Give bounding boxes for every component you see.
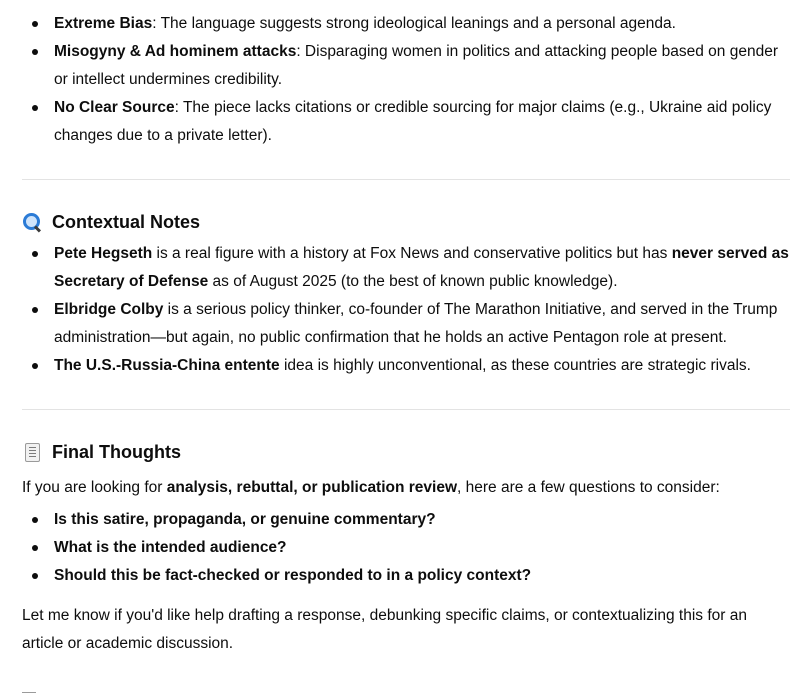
item-text-continued: as of August 2025 (to the best of known public knowledge). xyxy=(208,273,618,290)
list-item xyxy=(22,534,790,562)
item-emphasis: never served as Secretary of Defense xyxy=(54,245,789,290)
item-text: idea is highly unconventional, as these countries are strategic rivals. xyxy=(279,357,751,374)
contextual-notes-list xyxy=(22,240,790,380)
intro-text-end: , here are a few questions to consider: xyxy=(457,479,720,496)
closing-paragraph: Let me know if you'd like help drafting a response, debunking specific claims, or contextualizing this for an article or academic discussion. xyxy=(22,607,747,652)
item-text: : The language suggests strong ideological leanings and a personal agenda. xyxy=(152,15,676,32)
critique-list xyxy=(22,10,790,150)
item-text: : Disparaging women in politics and attacking people based on gender or intellect undermines credibility. xyxy=(54,43,778,88)
magnifying-glass-icon xyxy=(22,212,42,232)
item-title: Misogyny & Ad hominem attacks xyxy=(54,43,297,60)
bullet-dot xyxy=(32,307,38,313)
document-icon xyxy=(22,442,42,462)
list-item xyxy=(22,296,790,352)
bullet-dot xyxy=(32,21,38,27)
list-item xyxy=(22,94,790,150)
list-item xyxy=(22,506,790,534)
question-text: Should this be fact-checked or responded to in a policy context? xyxy=(54,567,532,584)
list-item xyxy=(22,240,790,296)
item-title: Elbridge Colby xyxy=(54,301,164,318)
item-title: Pete Hegseth xyxy=(54,245,153,262)
bullet-dot xyxy=(32,573,38,579)
question-text: Is this satire, propaganda, or genuine commentary? xyxy=(54,511,436,528)
section-divider xyxy=(22,409,790,410)
item-title: The U.S.-Russia-China entente xyxy=(54,357,280,374)
item-title: Extreme Bias xyxy=(54,15,153,32)
intro-text: If you are looking for xyxy=(22,479,167,496)
intro-emphasis: analysis, rebuttal, or publication review xyxy=(166,479,458,496)
list-item xyxy=(22,38,790,94)
list-item xyxy=(22,10,790,38)
section-heading xyxy=(22,208,790,236)
item-text: is a serious policy thinker, co-founder of The Marathon Initiative, and served in the Trump administration—but again, no public confirmation that he holds an active Pentagon role at present. xyxy=(54,301,778,346)
list-item xyxy=(22,562,790,590)
bullet-dot xyxy=(32,251,38,257)
bullet-dot xyxy=(32,363,38,369)
item-text: : The piece lacks citations or credible sourcing for major claims (e.g., Ukraine aid policy changes due to a private letter). xyxy=(54,99,772,144)
section-heading xyxy=(22,438,790,466)
section-heading-text: Final Thoughts xyxy=(52,442,181,462)
final-intro xyxy=(22,474,790,502)
bullet-dot xyxy=(32,49,38,55)
question-text: What is the intended audience? xyxy=(54,539,287,556)
bullet-dot xyxy=(32,105,38,111)
chat-message xyxy=(22,0,790,658)
item-title: No Clear Source xyxy=(54,99,175,116)
bullet-dot xyxy=(32,545,38,551)
questions-list xyxy=(22,506,790,590)
partial-icon xyxy=(22,692,36,698)
bullet-dot xyxy=(32,517,38,523)
section-heading-text: Contextual Notes xyxy=(52,212,201,232)
section-divider xyxy=(22,179,790,180)
item-text: is a real figure with a history at Fox News and conservative politics but has xyxy=(152,245,672,262)
list-item xyxy=(22,352,790,380)
